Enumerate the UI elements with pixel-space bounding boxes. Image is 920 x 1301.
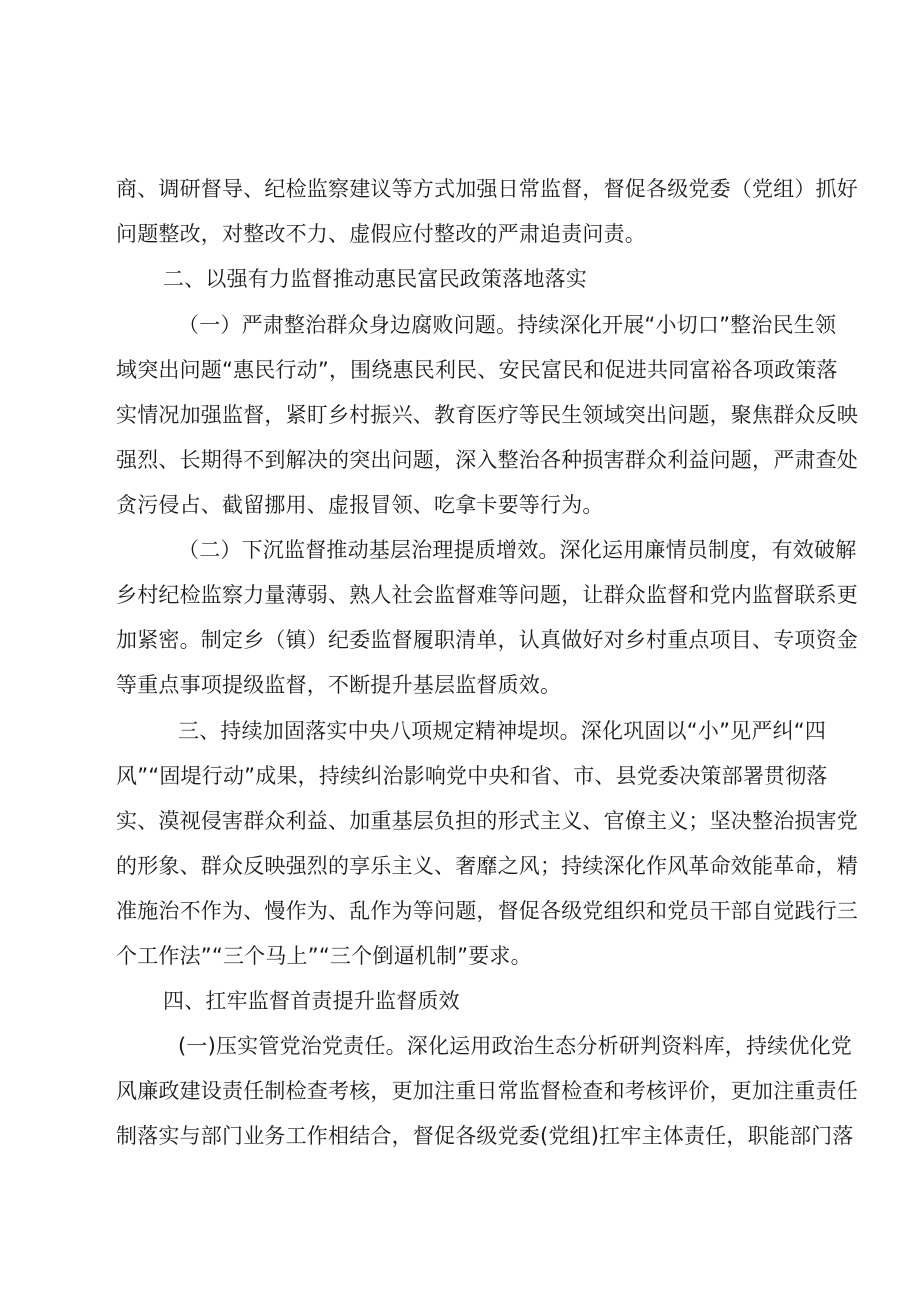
text-line: 实、漠视侵害群众利益、加重基层负担的形式主义、官僚主义；坚决整治损害党 — [116, 809, 858, 833]
text-line: 乡村纪检监察力量薄弱、熟人社会监督难等问题，让群众监督和党内监督联系更 — [116, 583, 858, 607]
text-line: 风廉政建设责任制检查考核，更加注重日常监督检查和考核评价，更加注重责任 — [116, 1079, 858, 1103]
text-line: 实情况加强监督，紧盯乡村振兴、教育医疗等民生领域突出问题，聚焦群众反映 — [116, 403, 858, 427]
text-line: 准施治不作为、慢作为、乱作为等问题，督促各级党组织和党员干部自觉践行三 — [116, 899, 858, 923]
section-heading: 四、扛牢监督首责提升监督质效 — [163, 989, 460, 1013]
text-line: 的形象、群众反映强烈的享乐主义、奢靡之风；持续深化作风革命效能革命，精 — [116, 854, 858, 878]
text-line: 风”“固堤行动”成果，持续纠治影响党中央和省、市、县党委决策部署贯彻落 — [116, 764, 828, 788]
section-heading: 二、以强有力监督推动惠民富民政策落地落实 — [163, 267, 587, 291]
text-line: 强烈、长期得不到解决的突出问题，深入整治各种损害群众利益问题，严肃查处 — [116, 448, 858, 472]
text-line: 等重点事项提级监督，不断提升基层监督质效。 — [116, 673, 562, 697]
text-line: 问题整改，对整改不力、虚假应付整改的严肃追责问责。 — [116, 222, 646, 246]
text-line: 加紧密。制定乡（镇）纪委监督履职清单，认真做好对乡村重点项目、专项资金 — [116, 628, 858, 652]
text-line: （二）下沉监督推动基层治理提质增效。深化运用廉情员制度，有效破解 — [178, 538, 857, 562]
text-line: (一)压实管党治党责任。深化运用政治生态分析研判资料库，持续优化党 — [178, 1034, 852, 1058]
text-line: 制落实与部门业务工作相结合，督促各级党委(党组)扛牢主体责任，职能部门落 — [116, 1124, 854, 1148]
text-line: 贪污侵占、截留挪用、虚报冒领、吃拿卡要等行为。 — [116, 493, 604, 517]
section-heading: 三、持续加固落实中央八项规定精神堤坝。深化巩固以“小”见严纠“四 — [178, 719, 827, 743]
text-line: 个工作法”“三个马上”“三个倒逼机制”要求。 — [116, 944, 532, 968]
text-line: 商、调研督导、纪检监察建议等方式加强日常监督，督促各级党委（党组）抓好 — [116, 177, 858, 201]
text-line: （一）严肃整治群众身边腐败问题。持续深化开展“小切口”整治民生领 — [178, 313, 837, 337]
text-line: 域突出问题“惠民行动”，围绕惠民利民、安民富民和促进共同富裕各项政策落 — [116, 358, 838, 382]
